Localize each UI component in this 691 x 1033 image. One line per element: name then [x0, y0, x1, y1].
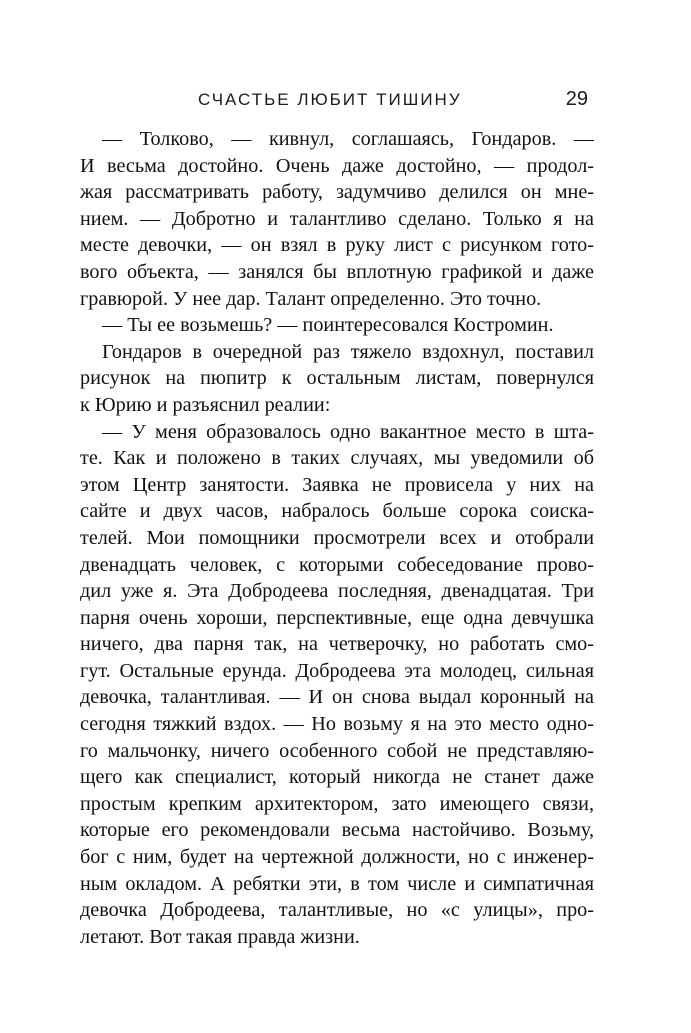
text-line: Гондаров в очередной раз тяжело вздохнул, поставил: [102, 340, 594, 363]
text-line: щего как специалист, который никогда не станет даже: [80, 766, 594, 789]
running-head: [80, 88, 594, 114]
text-line: девочка, талантливая. — И он снова выдал коронный на: [80, 686, 594, 709]
text-line: — Толково, — кивнул, соглашаясь, Гондаров. —: [102, 128, 594, 150]
text-line: летают. Вот такая правда жизни.: [80, 925, 360, 948]
text-line: бог с ним, будет на чертежной должности, но с инженер-: [80, 846, 594, 869]
text-line: дил уже я. Эта Добродеева последняя, двенадцатая. Три: [80, 580, 594, 603]
text-line: го мальчонку, ничего особенного собой не представляю-: [80, 739, 594, 762]
text-line: рисунок на пюпитр к остальным листам, повернулся: [80, 367, 594, 390]
text-line: простым крепким архитектором, зато имеющего связи,: [80, 792, 594, 815]
text-line: — У меня образовалось одно вакантное место в шта-: [102, 420, 594, 443]
text-line: двенадцать человек, с которыми собеседование прово-: [80, 553, 594, 576]
text-line: этом Центр занятости. Заявка не провисела у них на: [80, 473, 594, 496]
text-line: месте девочки, — он взял в руку лист с рисунком гото-: [80, 234, 594, 257]
text-line: парня очень хороши, перспективные, еще одна девчушка: [80, 606, 594, 629]
text-line: вого объекта, — занялся бы вплотную графикой и даже: [80, 260, 594, 283]
text-line: гут. Остальные ерунда. Добродеева эта молодец, сильная: [80, 659, 594, 682]
text-line: сайте и двух часов, набралось больше сорока соиска-: [80, 500, 594, 523]
text-line: к Юрию и разъяснил реалии:: [80, 393, 331, 416]
text-line: — Ты ее возьмешь? — поинтересовался Костромин.: [102, 314, 554, 337]
running-title: СЧАСТЬЕ ЛЮБИТ ТИШИНУ: [198, 90, 462, 109]
text-line: ничего, два парня так, на четверочку, но работать смо-: [80, 633, 594, 656]
text-line: сегодня тяжкий вздох. — Но возьму я на это место одно-: [80, 713, 594, 736]
text-line: которые его рекомендовали весьма настойчиво. Возьму,: [80, 819, 594, 842]
text-line: ным окладом. А ребятки эти, в том числе и симпатичная: [80, 872, 594, 895]
text-line: те. Как и положено в таких случаях, мы уведомили об: [80, 447, 594, 470]
text-line: И весьма достойно. Очень даже достойно, — продол-: [80, 154, 594, 177]
text-line: телей. Мои помощники просмотрели всех и отобрали: [80, 526, 594, 549]
text-line: девочка Добродеева, талантливые, но «с улицы», про-: [80, 899, 594, 922]
text-line: гравюрой. У нее дар. Талант определенно. Это точно.: [80, 287, 542, 310]
body-text: [80, 126, 594, 950]
text-line: жая рассматривать работу, задумчиво делился он мне-: [80, 181, 594, 204]
page-number: 29: [565, 88, 588, 110]
text-line: нием. — Добротно и талантливо сделано. Только я на: [80, 207, 594, 230]
